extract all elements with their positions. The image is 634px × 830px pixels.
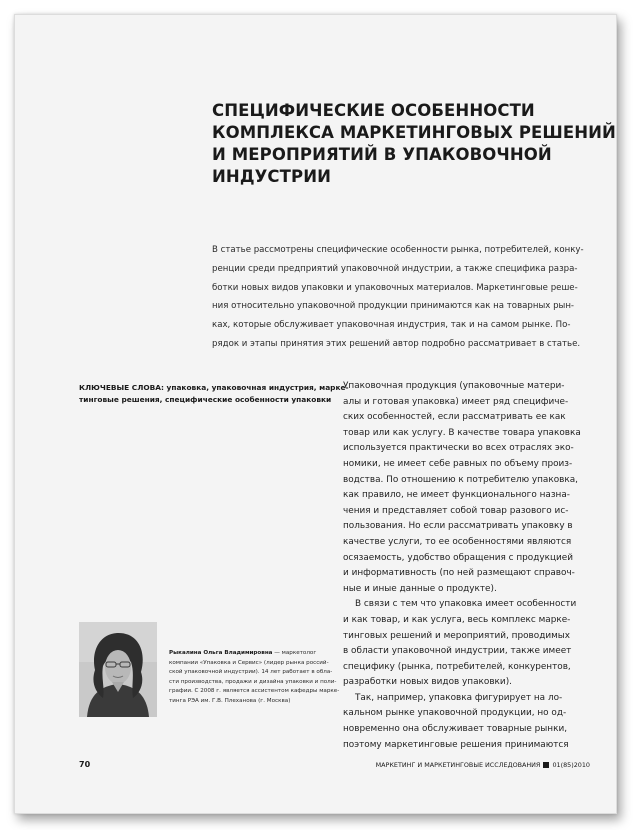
body-line: ских особенностей, если рассматривать ее как [343, 412, 566, 423]
body-line: чения и представляет собой товар разового ис- [343, 505, 569, 516]
body-line: разработки новых видов упаковки). [343, 677, 512, 688]
bio-line: графии. С 2008 г. является ассистентом кафедры марке- [169, 688, 340, 695]
abstract-line: ния относительно упаковочной продукции принимаются как на товарных рын- [212, 301, 575, 312]
body-line: и как товар, и как услуга, весь комплекс марке- [343, 614, 571, 625]
article-abstract [212, 241, 587, 354]
body-line: Упаковочная продукция (упаковочные матери- [343, 381, 565, 391]
body-line: как правило, не имеет функционального назна- [343, 490, 570, 501]
title-line: КОМПЛЕКСА МАРКЕТИНГОВЫХ РЕШЕНИЙ [212, 123, 616, 142]
author-portrait-image [79, 622, 157, 717]
journal-issue: 01(85)2010 [552, 761, 590, 769]
abstract-line: ботки новых видов упаковки и упаковочных материалов. Маркетинговые реше- [212, 282, 578, 293]
body-line: поэтому маркетинговые решения принимаются [343, 739, 569, 750]
keywords [79, 382, 349, 405]
journal-page [14, 14, 617, 814]
body-line: ные и иные данные о продукте). [343, 583, 497, 594]
title-line: И МЕРОПРИЯТИЙ В УПАКОВОЧНОЙ [212, 145, 552, 164]
abstract-line: ках, которые обслуживает упаковочная индустрия, так и на самом рынке. По- [212, 320, 571, 331]
keywords-line: КЛЮЧЕВЫЕ СЛОВА: упаковка, упаковочная индустрия, марке- [79, 383, 349, 392]
author-photo [79, 622, 157, 717]
author-role: — маркетолог [272, 650, 317, 656]
article-body [343, 379, 593, 753]
abstract-line: В статье рассмотрены специфические особенности рынка, потребителей, конку- [212, 245, 584, 255]
body-line: тинговых решений и мероприятий, проводимых [343, 630, 571, 641]
body-line: в области упаковочной индустрии, также имеет [343, 646, 572, 657]
body-line: алы и готовая упаковка) имеет ряд специфиче- [343, 396, 569, 407]
body-line: товар или как услугу. В качестве товара упаковка [343, 427, 581, 438]
body-line: кальном рынке упаковочной продукции, но од- [343, 708, 567, 719]
body-line: В связи с тем что упаковка имеет особенности [355, 599, 577, 610]
body-line: осязаемость, удобство обращения с продукцией [343, 552, 574, 563]
body-line: используется практически во всех отраслях эко- [343, 443, 574, 454]
bio-line: сти производства, продажи и дизайна упаковки и поли- [169, 678, 337, 685]
bio-line [169, 649, 331, 659]
journal-footer [376, 761, 590, 769]
body-line: пользования. Но если рассматривать упаковку в [343, 521, 573, 532]
body-line: и информативность (по ней размещают справоч- [343, 568, 575, 579]
body-line: номики, не имеет себе равных по объему произ- [343, 458, 573, 469]
author-bio [169, 649, 340, 707]
bio-line: ской упаковочной индустрии). 14 лет работает в обла- [169, 669, 333, 676]
page-number: 70 [79, 760, 91, 769]
body-line: водства. По отношению к потребителю упаковка, [343, 474, 579, 485]
body-line: качестве услуги, то ее особенностями являются [343, 536, 572, 547]
journal-name: МАРКЕТИНГ И МАРКЕТИНГОВЫЕ ИССЛЕДОВАНИЯ [375, 761, 541, 769]
bio-line: компании «Упаковка и Сервис» (лидер рынка россий- [169, 659, 329, 666]
body-line: специфику (рынка, потребителей, конкурентов, [343, 661, 571, 672]
body-line: Так, например, упаковка фигурирует на ло- [355, 692, 563, 703]
bio-line: тинга РЭА им. Г.В. Плеханова (г. Москва) [169, 697, 291, 704]
body-line: новременно она обслуживает товарные рынки, [343, 724, 568, 735]
title-line: ИНДУСТРИИ [212, 167, 332, 186]
square-bullet-icon [543, 762, 549, 768]
abstract-line: ренции среди предприятий упаковочной индустрии, а также специфика разра- [212, 263, 578, 274]
article-title [212, 100, 616, 188]
keywords-line: тинговые решения, специфические особенности упаковки [79, 394, 332, 404]
author-name: Рыкалина Ольга Владимировна [169, 650, 273, 656]
abstract-line: рядок и этапы принятия этих решений автор подробно рассматривает в статье. [212, 338, 581, 349]
title-line: СПЕЦИФИЧЕСКИЕ ОСОБЕННОСТИ [212, 101, 535, 120]
